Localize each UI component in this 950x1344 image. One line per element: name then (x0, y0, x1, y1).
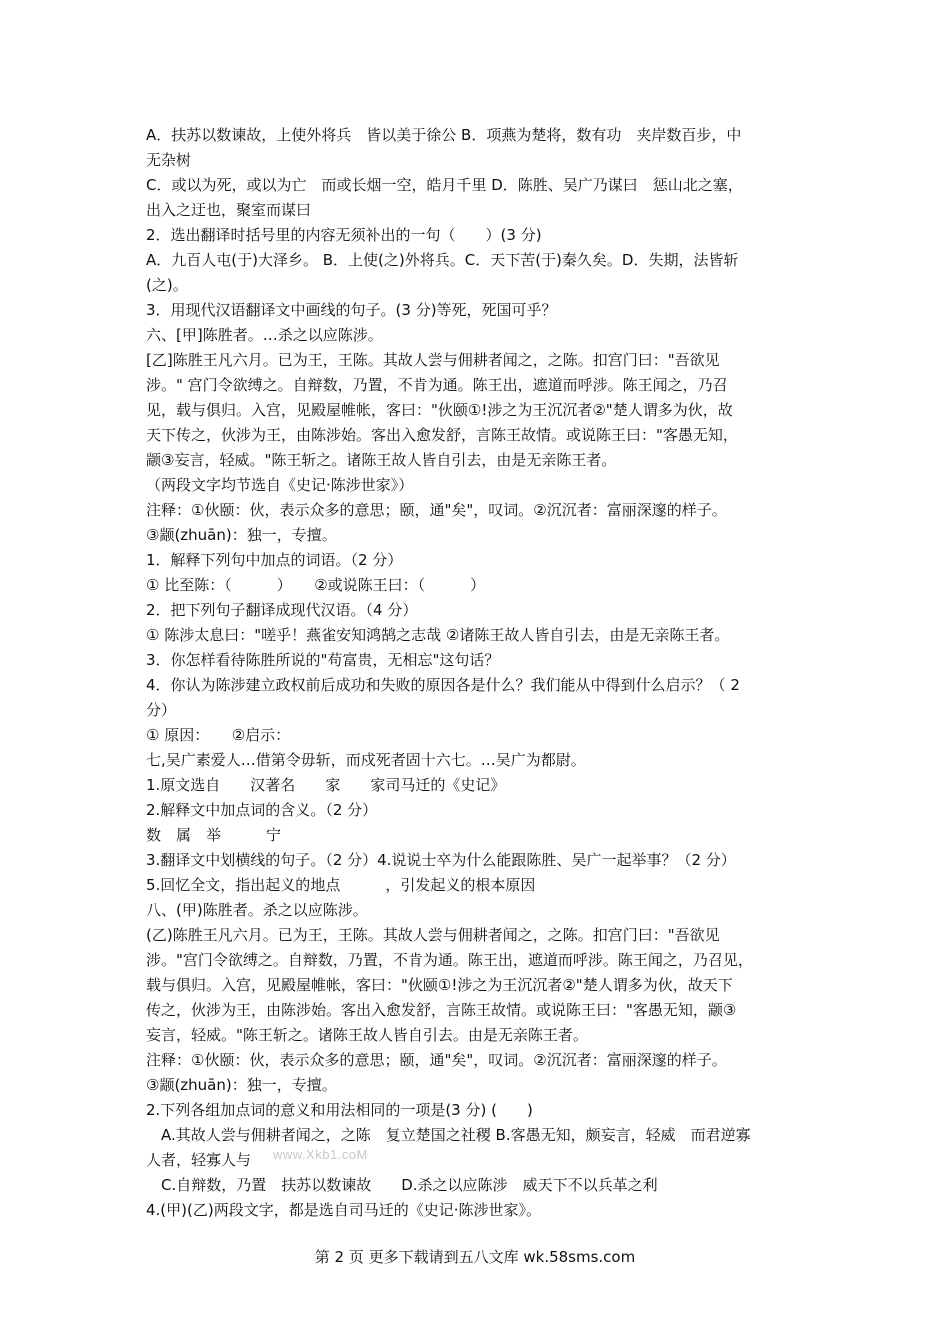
text-line: C.自辩数，乃置 扶苏以数谏故 D.杀之以应陈涉 威天下不以兵革之利 (146, 1176, 658, 1194)
text-line: 2.解释文中加点词的含义。（2 分） (146, 801, 378, 819)
text-line: （两段文字均节选自《史记·陈涉世家》） (146, 476, 414, 494)
text-line: 天下传之，伙涉为王，由陈涉始。客出入愈发舒，言陈王故情。或说陈王曰："客愚无知， (146, 426, 738, 444)
text-line: ③颛(zhuān)：独一，专擅。 (146, 1076, 337, 1094)
text-line: 数 属 举 宁 (146, 826, 282, 844)
text-line: 出入之迂也，聚室而谋曰 (146, 201, 312, 219)
text-line: 涉。"宫门令欲缚之。自辩数，乃置，不肯为通。陈王出，遮道而呼涉。陈王闻之，乃召见， (146, 951, 753, 969)
text-line: 注释：①伙颐：伙，表示众多的意思；颐，通"矣"，叹词。②沉沉者：富丽深邃的样子。 (146, 501, 727, 519)
text-line: 人者，轻寡人与 (146, 1151, 252, 1169)
text-line: 六、[甲]陈胜者。…杀之以应陈涉。 (146, 326, 383, 344)
text-line: [乙]陈胜王凡六月。已为王，王陈。其故人尝与佣耕者闻之，之陈。扣宫门曰："吾欲见 (146, 351, 720, 369)
text-line: 注释：①伙颐：伙，表示众多的意思；颐，通"矣"，叹词。②沉沉者：富丽深邃的样子。 (146, 1051, 727, 1069)
text-line: 5.回忆全文，指出起义的地点 ，引发起义的根本原因 (146, 876, 536, 894)
text-line: 3.翻译文中划横线的句子。（2 分）4.说说士卒为什么能跟陈胜、吴广一起举事？（2 分） (146, 851, 736, 869)
text-line: A．九百人屯(于)大泽乡。 B．上使(之)外将兵。C．天下苦(于)秦久矣。D．失期，法皆斩 (146, 251, 739, 269)
text-line: C．或以为死，或以为亡 而或长烟一空，皓月千里 D．陈胜、吴广乃谋曰 惩山北之塞， (146, 176, 743, 194)
text-line: A.其故人尝与佣耕者闻之，之陈 复立楚国之社稷 B.客愚无知，颇妄言，轻威 而君逆寡 (146, 1126, 751, 1144)
text-line: ① 原因： ②启示： (146, 726, 291, 744)
text-line: 见，载与俱归。入宫，见殿屋帷帐，客曰："伙颐①!涉之为王沉沉者②"楚人谓多为伙，故 (146, 401, 733, 419)
text-line: 无杂树 (146, 151, 192, 169)
text-line: 1.原文选自 汉著名 家 家司马迁的《史记》 (146, 776, 506, 794)
text-line: 1．解释下列句中加点的词语。（2 分） (146, 551, 403, 569)
text-line: 2.下列各组加点词的意义和用法相同的一项是(3 分) ( ) (146, 1101, 533, 1119)
text-line: 传之，伙涉为王，由陈涉始。客出入愈发舒，言陈王故情。或说陈王曰："客愚无知，颛③ (146, 1001, 737, 1019)
text-line: 颛③妄言，轻威。"陈王斩之。诸陈王故人皆自引去，由是无亲陈王者。 (146, 451, 617, 469)
text-line: 八、(甲)陈胜者。杀之以应陈涉。 (146, 901, 368, 919)
text-line: 分） (146, 701, 177, 719)
page-footer: 第 2 页 更多下载请到五八文库 wk.58sms.com (314, 1248, 636, 1266)
text-line: 涉。" 宫门令欲缚之。自辩数，乃置，不肯为通。陈王出，遮道而呼涉。陈王闻之，乃召 (146, 376, 728, 394)
text-line: (之)。 (146, 276, 188, 294)
text-line: 妄言，轻威。"陈王斩之。诸陈王故人皆自引去。由是无亲陈王者。 (146, 1026, 588, 1044)
text-line: ① 比至陈：（ ） ②或说陈王曰：（ ） (146, 576, 486, 594)
watermark: www.Xkb1.coM (273, 1147, 368, 1162)
text-line: 2．把下列句子翻译成现代汉语。（4 分） (146, 601, 418, 619)
text-line: (乙)陈胜王凡六月。已为王，王陈。其故人尝与佣耕者闻之，之陈。扣宫门曰："吾欲见 (146, 926, 720, 944)
text-line: ① 陈涉太息曰："嗟乎！燕雀安知鸿鹄之志哉 ②诸陈王故人皆自引去，由是无亲陈王者。 (146, 626, 730, 644)
text-line: 4.(甲)(乙)两段文字，都是选自司马迁的《史记·陈涉世家》。 (146, 1201, 541, 1219)
text-line: 载与俱归。入宫，见殿屋帷帐，客曰："伙颐①!涉之为王沉沉者②"楚人谓多为伙，故天下 (146, 976, 733, 994)
text-line: 4．你认为陈涉建立政权前后成功和失败的原因各是什么？我们能从中得到什么启示？（ 2 (146, 676, 740, 694)
text-line: ③颛(zhuān)：独一，专擅。 (146, 526, 337, 544)
text-line: A．扶苏以数谏故，上使外将兵 皆以美于徐公 B．项燕为楚将，数有功 夹岸数百步，中 (146, 126, 742, 144)
text-line: 2．选出翻译时括号里的内容无须补出的一句（ ）(3 分) (146, 226, 542, 244)
text-line: 3．用现代汉语翻译文中画线的句子。(3 分)等死，死国可乎？ (146, 301, 557, 319)
text-line: 七,吴广素爱人…借第令毋斩，而戍死者固十六七。…吴广为都尉。 (146, 751, 586, 769)
text-line: 3．你怎样看待陈胜所说的"苟富贵，无相忘"这句话？ (146, 651, 500, 669)
